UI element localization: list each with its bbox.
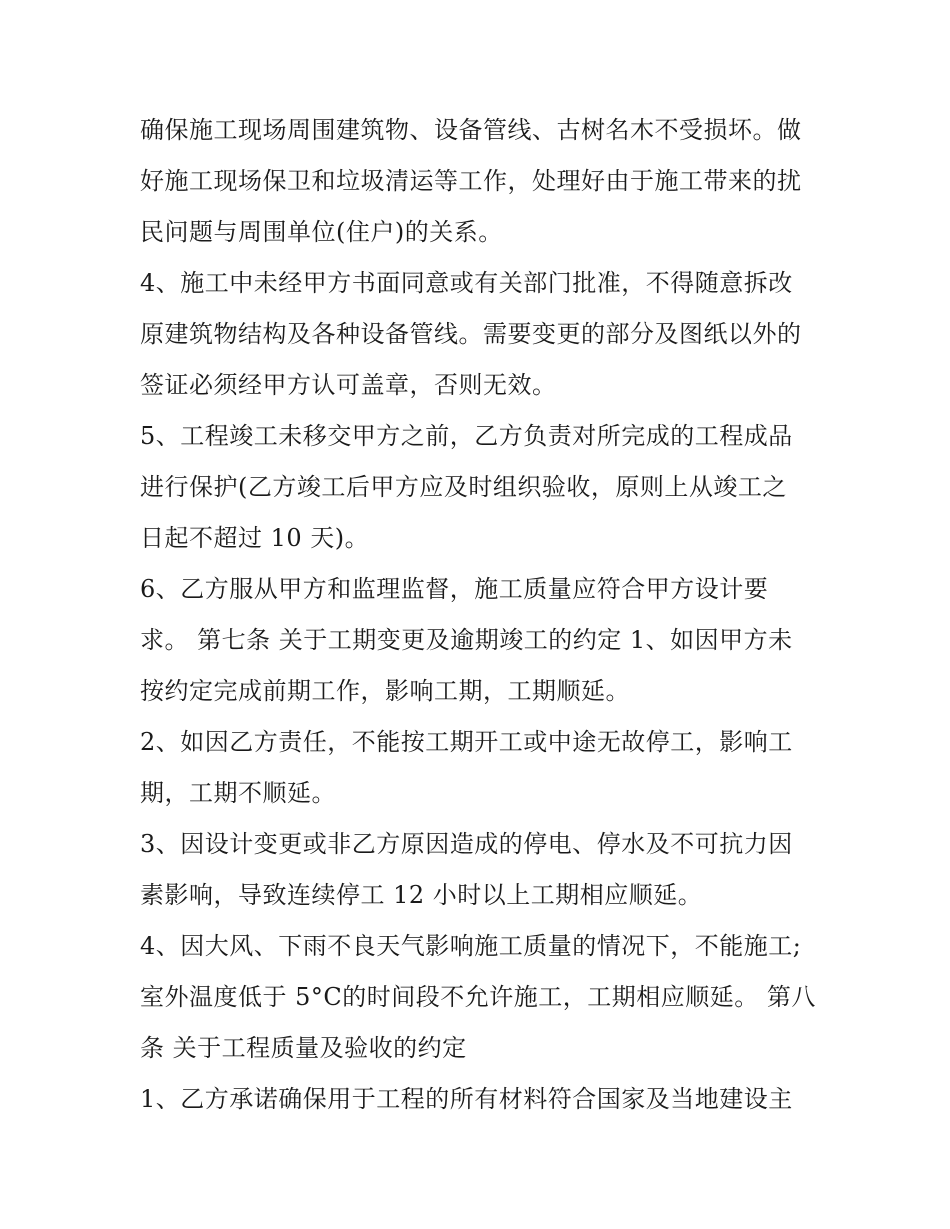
document-body bbox=[140, 105, 820, 1125]
text-line: 5、工程竣工未移交甲方之前，乙方负责对所完成的工程成品 bbox=[140, 422, 793, 450]
text-line: 好施工现场保卫和垃圾清运等工作，处理好由于施工带来的扰 bbox=[140, 167, 802, 195]
text-line: 4、因大风、下雨不良天气影响施工质量的情况下，不能施工; bbox=[140, 932, 802, 960]
text-line: 2、如因乙方责任，不能按工期开工或中途无故停工，影响工 bbox=[140, 728, 793, 756]
paragraph-article-7-clause-2 bbox=[140, 717, 820, 819]
text-line: 室外温度低于 5°C的时间段不允许施工，工期相应顺延。 第八 bbox=[140, 983, 816, 1011]
text-line: 条 关于工程质量及验收的约定 bbox=[140, 1034, 467, 1062]
text-line: 4、施工中未经甲方书面同意或有关部门批准，不得随意拆改 bbox=[140, 269, 793, 297]
text-line: 进行保护(乙方竣工后甲方应及时组织验收，原则上从竣工之 bbox=[140, 473, 787, 501]
paragraph-article-7-clause-4 bbox=[140, 921, 820, 1074]
paragraph-article-8-clause-1 bbox=[140, 1074, 820, 1125]
text-line: 期，工期不顺延。 bbox=[140, 779, 336, 807]
paragraph-clause-6-supervision bbox=[140, 564, 820, 717]
text-line: 素影响，导致连续停工 12 小时以上工期相应顺延。 bbox=[140, 881, 703, 909]
paragraph-site-protection bbox=[140, 105, 820, 258]
text-line: 签证必须经甲方认可盖章，否则无效。 bbox=[140, 371, 557, 399]
text-line: 1、乙方承诺确保用于工程的所有材料符合国家及当地建设主 bbox=[140, 1085, 793, 1113]
text-line: 求。 第七条 关于工期变更及逾期竣工的约定 1、如因甲方未 bbox=[140, 626, 793, 654]
text-line: 6、乙方服从甲方和监理监督，施工质量应符合甲方设计要 bbox=[140, 575, 769, 603]
paragraph-clause-4-structure bbox=[140, 258, 820, 411]
text-line: 按约定完成前期工作，影响工期，工期顺延。 bbox=[140, 677, 630, 705]
text-line: 3、因设计变更或非乙方原因造成的停电、停水及不可抗力因 bbox=[140, 830, 793, 858]
text-line: 确保施工现场周围建筑物、设备管线、古树名木不受损坏。做 bbox=[140, 116, 802, 144]
text-line: 原建筑物结构及各种设备管线。需要变更的部分及图纸以外的 bbox=[140, 320, 802, 348]
paragraph-article-7-clause-3 bbox=[140, 819, 820, 921]
text-line: 民问题与周围单位(住户)的关系。 bbox=[140, 218, 503, 246]
paragraph-clause-5-protection bbox=[140, 411, 820, 564]
text-line: 日起不超过 10 天)。 bbox=[140, 524, 370, 552]
